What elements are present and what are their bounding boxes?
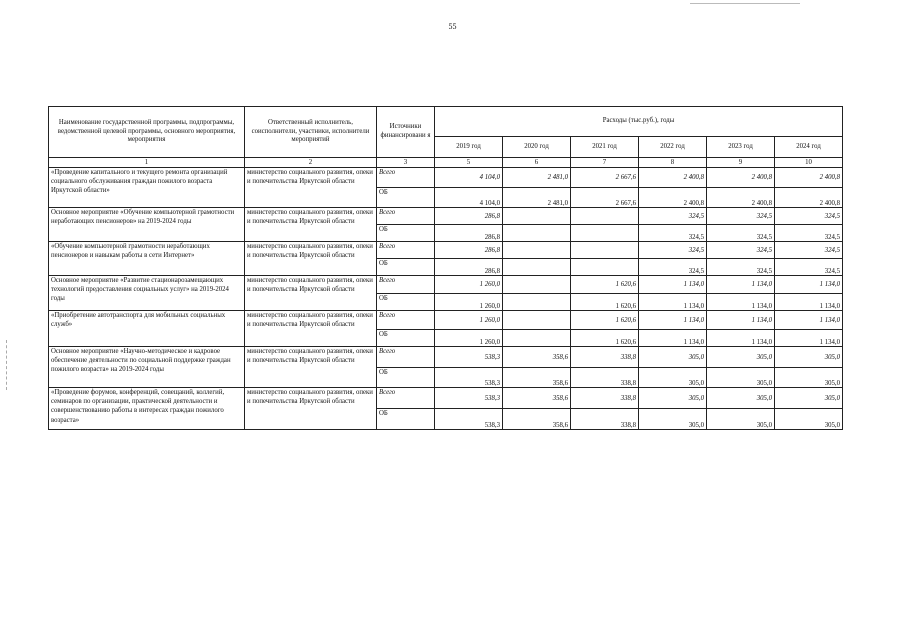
total-value: 2 667,6 (571, 168, 639, 188)
column-number: 5 (435, 158, 503, 168)
ob-value: 324,5 (639, 225, 707, 242)
total-value: 1 620,6 (571, 276, 639, 294)
column-number: 10 (775, 158, 843, 168)
column-number: 7 (571, 158, 639, 168)
ob-value: 538,3 (435, 368, 503, 388)
total-value: 1 134,0 (775, 311, 843, 330)
ob-value: 1 134,0 (775, 294, 843, 311)
source-ob: ОБ (377, 225, 435, 242)
column-number: 9 (707, 158, 775, 168)
header-year: 2020 год (503, 137, 571, 158)
table-row (49, 276, 843, 294)
column-number: 6 (503, 158, 571, 168)
table-row (49, 347, 843, 368)
ob-value: 1 134,0 (707, 294, 775, 311)
total-value (503, 311, 571, 330)
ob-value: 538,3 (435, 409, 503, 430)
total-value: 1 260,0 (435, 276, 503, 294)
total-value: 1 260,0 (435, 311, 503, 330)
ob-value (571, 225, 639, 242)
source-total: Всего (377, 168, 435, 188)
ob-value: 2 400,8 (775, 188, 843, 208)
total-value: 305,0 (775, 388, 843, 409)
ob-value: 2 667,6 (571, 188, 639, 208)
executor-name: министерство социального развития, опеки и попечительства Иркутской области (245, 242, 377, 276)
ob-value: 1 620,6 (571, 330, 639, 347)
source-total: Всего (377, 388, 435, 409)
total-value: 1 134,0 (707, 311, 775, 330)
ob-value: 1 620,6 (571, 294, 639, 311)
ob-value: 324,5 (707, 225, 775, 242)
total-value: 324,5 (707, 208, 775, 225)
program-name: «Приобретение автотранспорта для мобильных социальных служб» (49, 311, 245, 347)
column-number: 3 (377, 158, 435, 168)
total-value: 538,3 (435, 388, 503, 409)
ob-value (503, 259, 571, 276)
total-value: 324,5 (707, 242, 775, 259)
total-value: 324,5 (639, 208, 707, 225)
column-number: 8 (639, 158, 707, 168)
ob-value: 286,8 (435, 225, 503, 242)
header-year: 2024 год (775, 137, 843, 158)
source-ob: ОБ (377, 330, 435, 347)
header-expenses: Расходы (тыс.руб.), годы (435, 107, 843, 137)
source-total: Всего (377, 311, 435, 330)
total-value (571, 208, 639, 225)
source-ob: ОБ (377, 409, 435, 430)
ob-value: 305,0 (707, 409, 775, 430)
column-numbers-row (49, 158, 843, 168)
total-value (503, 242, 571, 259)
ob-value: 305,0 (775, 409, 843, 430)
ob-value: 324,5 (775, 225, 843, 242)
total-value: 286,8 (435, 208, 503, 225)
header-source: Источники финансировани я (377, 107, 435, 158)
ob-value: 338,8 (571, 409, 639, 430)
executor-name: министерство социального развития, опеки и попечительства Иркутской области (245, 276, 377, 311)
program-name: «Обучение компьютерной грамотности неработающих пенсионеров и навыкам работы в сети Интернет» (49, 242, 245, 276)
total-value: 286,8 (435, 242, 503, 259)
source-total: Всего (377, 242, 435, 259)
expenses-table (48, 106, 843, 430)
column-number: 2 (245, 158, 377, 168)
ob-value (503, 294, 571, 311)
total-value: 305,0 (639, 347, 707, 368)
source-total: Всего (377, 347, 435, 368)
ob-value (503, 225, 571, 242)
total-value: 324,5 (775, 242, 843, 259)
column-number: 1 (49, 158, 245, 168)
ob-value: 358,6 (503, 409, 571, 430)
program-name: Основное мероприятие «Научно-методическое и кадровое обеспечение деятельности по социальной поддержке граждан пожилого возраста» на 2019-2024 годы (49, 347, 245, 388)
ob-value: 358,6 (503, 368, 571, 388)
program-name: «Проведение капитального и текущего ремонта организаций социального обслуживания граждан пожилого возраста Иркутской области» (49, 168, 245, 208)
source-ob: ОБ (377, 259, 435, 276)
header-name: Наименование государственной программы, подпрограммы, ведомственной целевой программы, основного мероприятия, мероприятия (49, 107, 245, 158)
table-row (49, 311, 843, 330)
header-year: 2022 год (639, 137, 707, 158)
total-value: 338,8 (571, 347, 639, 368)
total-value: 305,0 (639, 388, 707, 409)
total-value: 538,3 (435, 347, 503, 368)
total-value: 324,5 (639, 242, 707, 259)
ob-value: 1 134,0 (707, 330, 775, 347)
total-value: 2 400,8 (707, 168, 775, 188)
ob-value: 2 481,0 (503, 188, 571, 208)
total-value: 1 134,0 (707, 276, 775, 294)
total-value: 1 134,0 (775, 276, 843, 294)
total-value: 1 134,0 (639, 276, 707, 294)
total-value: 1 134,0 (639, 311, 707, 330)
header-year: 2023 год (707, 137, 775, 158)
ob-value (571, 259, 639, 276)
executor-name: министерство социального развития, опеки и попечительства Иркутской области (245, 311, 377, 347)
ob-value: 1 134,0 (775, 330, 843, 347)
ob-value: 305,0 (639, 368, 707, 388)
ob-value (503, 330, 571, 347)
source-ob: ОБ (377, 294, 435, 311)
total-value: 2 400,8 (775, 168, 843, 188)
ob-value: 2 400,8 (639, 188, 707, 208)
total-value (571, 242, 639, 259)
table-row (49, 388, 843, 409)
ob-value: 324,5 (707, 259, 775, 276)
page-number: 55 (448, 22, 457, 31)
total-value: 4 104,0 (435, 168, 503, 188)
total-value (503, 276, 571, 294)
source-ob: ОБ (377, 368, 435, 388)
total-value: 305,0 (775, 347, 843, 368)
source-total: Всего (377, 276, 435, 294)
ob-value: 305,0 (639, 409, 707, 430)
table-row (49, 208, 843, 225)
header-year: 2021 год (571, 137, 639, 158)
total-value: 324,5 (775, 208, 843, 225)
executor-name: министерство социального развития, опеки и попечительства Иркутской области (245, 168, 377, 208)
ob-value: 1 260,0 (435, 330, 503, 347)
scan-artifact-top (690, 3, 800, 4)
ob-value: 1 134,0 (639, 330, 707, 347)
ob-value: 324,5 (775, 259, 843, 276)
total-value: 2 481,0 (503, 168, 571, 188)
ob-value: 324,5 (639, 259, 707, 276)
executor-name: министерство социального развития, опеки и попечительства Иркутской области (245, 347, 377, 388)
ob-value: 305,0 (775, 368, 843, 388)
total-value: 358,6 (503, 347, 571, 368)
ob-value: 305,0 (707, 368, 775, 388)
header-executor: Ответственный исполнитель, соисполнители, участники, исполнители мероприятий (245, 107, 377, 158)
program-name: Основное мероприятие «Обучение компьютерной грамотности неработающих пенсионеров» на 2019-2024 годы (49, 208, 245, 242)
source-ob: ОБ (377, 188, 435, 208)
executor-name: министерство социального развития, опеки и попечительства Иркутской области (245, 388, 377, 430)
ob-value: 1 134,0 (639, 294, 707, 311)
total-value: 358,6 (503, 388, 571, 409)
program-name: Основное мероприятие «Развитие стационарозамещающих технологий предоставления социальных услуг» на 2019-2024 годы (49, 276, 245, 311)
total-value: 305,0 (707, 388, 775, 409)
header-year: 2019 год (435, 137, 503, 158)
program-name: «Проведение форумов, конференций, совещаний, коллегий, семинаров по организации, практической деятельности и совершенствованию работы в интересах граждан пожилого возраста» (49, 388, 245, 430)
ob-value: 4 104,0 (435, 188, 503, 208)
total-value: 1 620,6 (571, 311, 639, 330)
executor-name: министерство социального развития, опеки и попечительства Иркутской области (245, 208, 377, 242)
table-row (49, 242, 843, 259)
total-value: 2 400,8 (639, 168, 707, 188)
total-value: 338,8 (571, 388, 639, 409)
table-row (49, 168, 843, 188)
total-value: 305,0 (707, 347, 775, 368)
source-total: Всего (377, 208, 435, 225)
ob-value: 338,8 (571, 368, 639, 388)
ob-value: 2 400,8 (707, 188, 775, 208)
ob-value: 286,8 (435, 259, 503, 276)
ob-value: 1 260,0 (435, 294, 503, 311)
scan-artifact-left (6, 340, 7, 390)
total-value (503, 208, 571, 225)
